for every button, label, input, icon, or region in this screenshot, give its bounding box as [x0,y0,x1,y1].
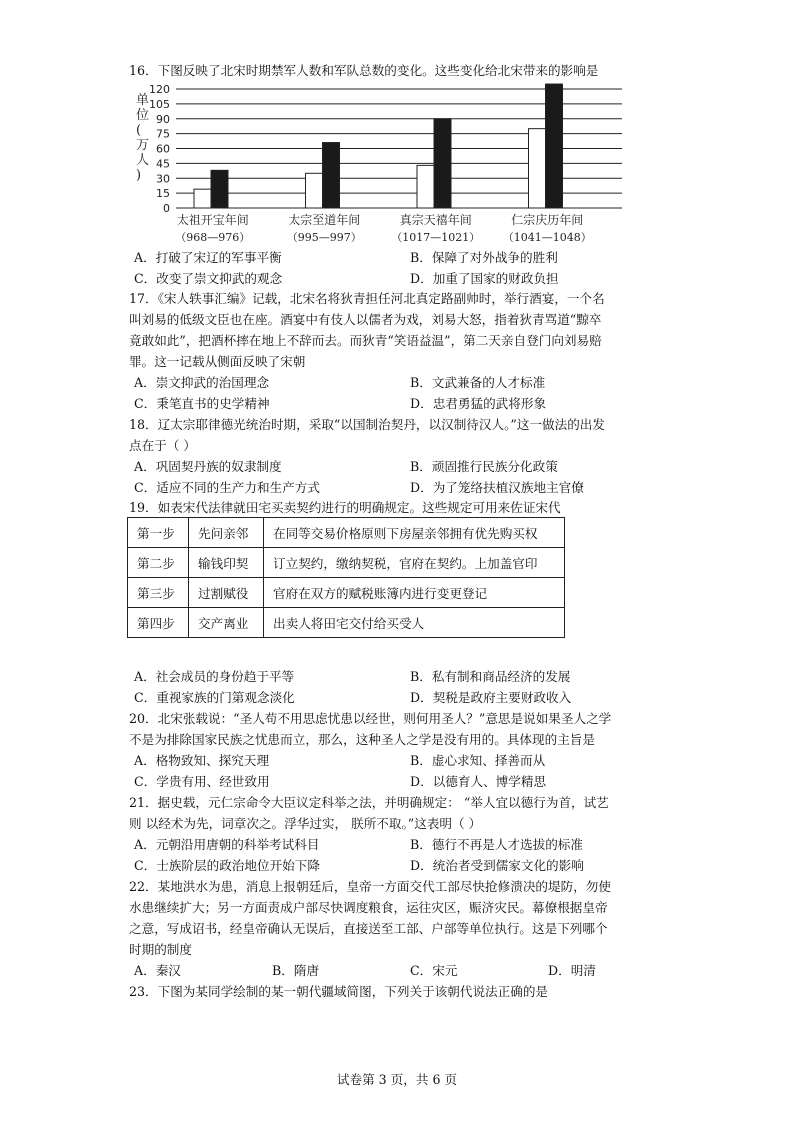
chart-x-labels [175,212,592,244]
page-footer: 试卷第 3 页，共 6 页 [336,1072,458,1087]
q18-option-b[interactable]: B．顽固推行民族分化政策 [410,459,558,474]
q21-option-a[interactable]: A．元朝沿用唐朝的科举考试科目 [134,837,320,852]
q17-line-4: 罪。这一记载从侧面反映了宋朝 [129,354,306,369]
x-category-label: 太宗至道年间 [288,213,361,227]
table-cell: 订立契约，缴纳契税，官府在契约。上加盖官印 [264,548,565,578]
y-tick-label: 60 [156,142,170,156]
q17-option-d[interactable]: D．忠君勇猛的武将形象 [410,396,547,411]
bar [306,173,323,208]
q20-option-a[interactable]: A．格物致知、探究天理 [134,753,270,768]
y-tick-label: 105 [149,97,170,111]
q16-bar-chart [128,82,628,248]
x-category-label: 太祖开宝年间 [176,213,249,227]
table-cell: 第三步 [128,578,189,608]
q19-option-a[interactable]: A．社会成员的身份趋于平等 [134,669,295,684]
q19-stem: 19．如表宋代法律就田宅买卖契约进行的明确规定。这些规定可用来佐证宋代 [129,500,561,515]
x-period-label: （968—976） [175,231,251,244]
q18-option-c[interactable]: C．适应不同的生产力和生产方式 [134,480,320,495]
q22-option-a[interactable]: A．秦汉 [134,963,181,978]
bar [546,84,563,208]
y-tick-label: 30 [156,172,170,186]
q22-option-d[interactable]: D．明清 [548,963,596,978]
q22-option-b[interactable]: B．隋唐 [272,963,320,978]
q18-option-d[interactable]: D．为了笼络扶植汉族地主官僚 [410,480,584,495]
q22-line-4: 时期的制度 [129,942,192,957]
table-cell: 输钱印契 [189,548,264,578]
table-cell: 过割赋役 [189,578,264,608]
table-cell: 交产离业 [189,608,264,638]
table-cell: 出卖人将田宅交付给买受人 [264,608,565,638]
q20-option-c[interactable]: C．学贵有用、经世致用 [134,774,270,789]
table-row [128,578,565,608]
bar [323,143,340,208]
q23-stem: 23．下图为某同学绘制的某一朝代疆域简图，下列关于该朝代说法正确的是 [129,984,549,999]
q21-option-d[interactable]: D．统治者受到儒家文化的影响 [410,858,584,873]
q19-procedure-table [127,517,565,638]
q22-option-c[interactable]: C．宋元 [410,963,458,978]
q19-option-c[interactable]: C．重视家族的门第观念淡化 [134,690,295,705]
y-tick-label: 90 [156,112,170,126]
y-axis-label: 单位(万人) [136,93,150,183]
q16-option-b[interactable]: B．保障了对外战争的胜利 [410,250,558,265]
chart-y-axis-label [136,93,149,183]
bar [434,119,451,208]
q21-line-1: 21．据史载，元仁宗命令大臣议定科举之法，并明确规定： “举人宜以德行为首，试艺 [129,795,609,810]
q17-option-b[interactable]: B．文武兼备的人才标准 [410,375,546,390]
q20-option-b[interactable]: B．虚心求知、择善而从 [410,753,546,768]
q17-option-c[interactable]: C．秉笔直书的史学精神 [134,396,270,411]
q20-option-d[interactable]: D．以德育人、博学精思 [410,774,547,789]
chart-y-ticks [149,83,170,215]
table-row [128,518,565,548]
q17-option-a[interactable]: A．崇文抑武的治国理念 [134,375,270,390]
q22-line-1: 22．某地洪水为患，消息上报朝廷后，皇帝一方面交代工部尽快抢修溃决的堤防，勿使 [129,879,611,894]
bar [194,189,211,208]
y-tick-label: 15 [156,187,170,201]
y-tick-label: 0 [163,202,170,215]
q21-option-b[interactable]: B．德行不再是人才选拔的标准 [410,837,583,852]
q20-line-1: 20．北宋张载说：“圣人苟不用思虑忧患以经世，则何用圣人？”意思是说如果圣人之学 [129,711,612,726]
q18-line-2: 点在于（ ） [129,438,196,453]
q22-line-2: 水患继续扩大；另一方面责成户部尽快调度粮食，运往灾区，赈济灾民。幕僚根据皇帝 [129,900,608,915]
q16-option-d[interactable]: D．加重了国家的财政负担 [410,271,559,286]
q19-option-d[interactable]: D．契税是政府主要财政收入 [410,690,572,705]
table-row [128,548,565,578]
y-tick-label: 120 [149,83,170,96]
bar [211,170,228,208]
table-cell: 在同等交易价格原则下房屋亲邻拥有优先购买权 [264,518,565,548]
table-cell: 第四步 [128,608,189,638]
q18-option-a[interactable]: A．巩固契丹族的奴隶制度 [134,459,282,474]
table-cell: 官府在双方的赋税账簿内进行变更登记 [264,578,565,608]
q20-line-2: 不是为排除国家民族之忧患而立，那么，这种圣人之学是没有用的。具体现的主旨是 [129,732,595,747]
x-category-label: 仁宗庆历年间 [511,213,584,227]
q16-stem: 16．下图反映了北宋时期禁军人数和军队总数的变化。这些变化给北宋带来的影响是 [129,63,599,78]
table-cell: 第二步 [128,548,189,578]
q18-line-1: 18．辽太宗耶律德光统治时期，采取“以国制治契丹，以汉制待汉人。”这一做法的出发 [129,417,605,432]
q16-option-a[interactable]: A．打破了宋辽的军事平衡 [134,250,282,265]
bar [417,165,434,208]
chart-bars [194,84,563,208]
y-tick-label: 75 [156,127,170,141]
table-row [128,608,565,638]
q16-option-c[interactable]: C．改变了崇文抑武的观念 [134,271,283,286]
x-period-label: （995—997） [286,231,362,244]
x-period-label: （1017—1021） [391,231,481,244]
q22-line-3: 之意，写成诏书，经皇帝确认无误后，直接送至工部、户部等单位执行。这是下列哪个 [129,921,608,936]
q19-option-b[interactable]: B．私有制和商品经济的发展 [410,669,571,684]
q17-line-3: 竟敢如此”，把酒杯摔在地上不辞而去。而狄青“笑语益温”，第二天亲自登门向刘易赔 [129,333,602,348]
q17-line-2: 叫刘易的低级文臣也在座。酒宴中有伎人以儒者为戏，刘易大怒，指着狄青骂道“黥卒 [129,312,602,327]
x-period-label: （1041—1048） [502,231,592,244]
q17-line-1: 17．《宋人轶事汇编》记载，北宋名将狄青担任河北真定路副帅时，举行酒宴，一个名 [129,291,605,306]
table-cell: 第一步 [128,518,189,548]
q21-line-2: 则 以经术为先，词章次之。浮华过实， 朕所不取。”这表明（ ） [129,816,482,831]
table-cell: 先问亲邻 [189,518,264,548]
x-category-label: 真宗天禧年间 [399,213,472,227]
q21-option-c[interactable]: C．士族阶层的政治地位开始下降 [134,858,320,873]
bar [529,129,546,208]
y-tick-label: 45 [156,157,170,171]
